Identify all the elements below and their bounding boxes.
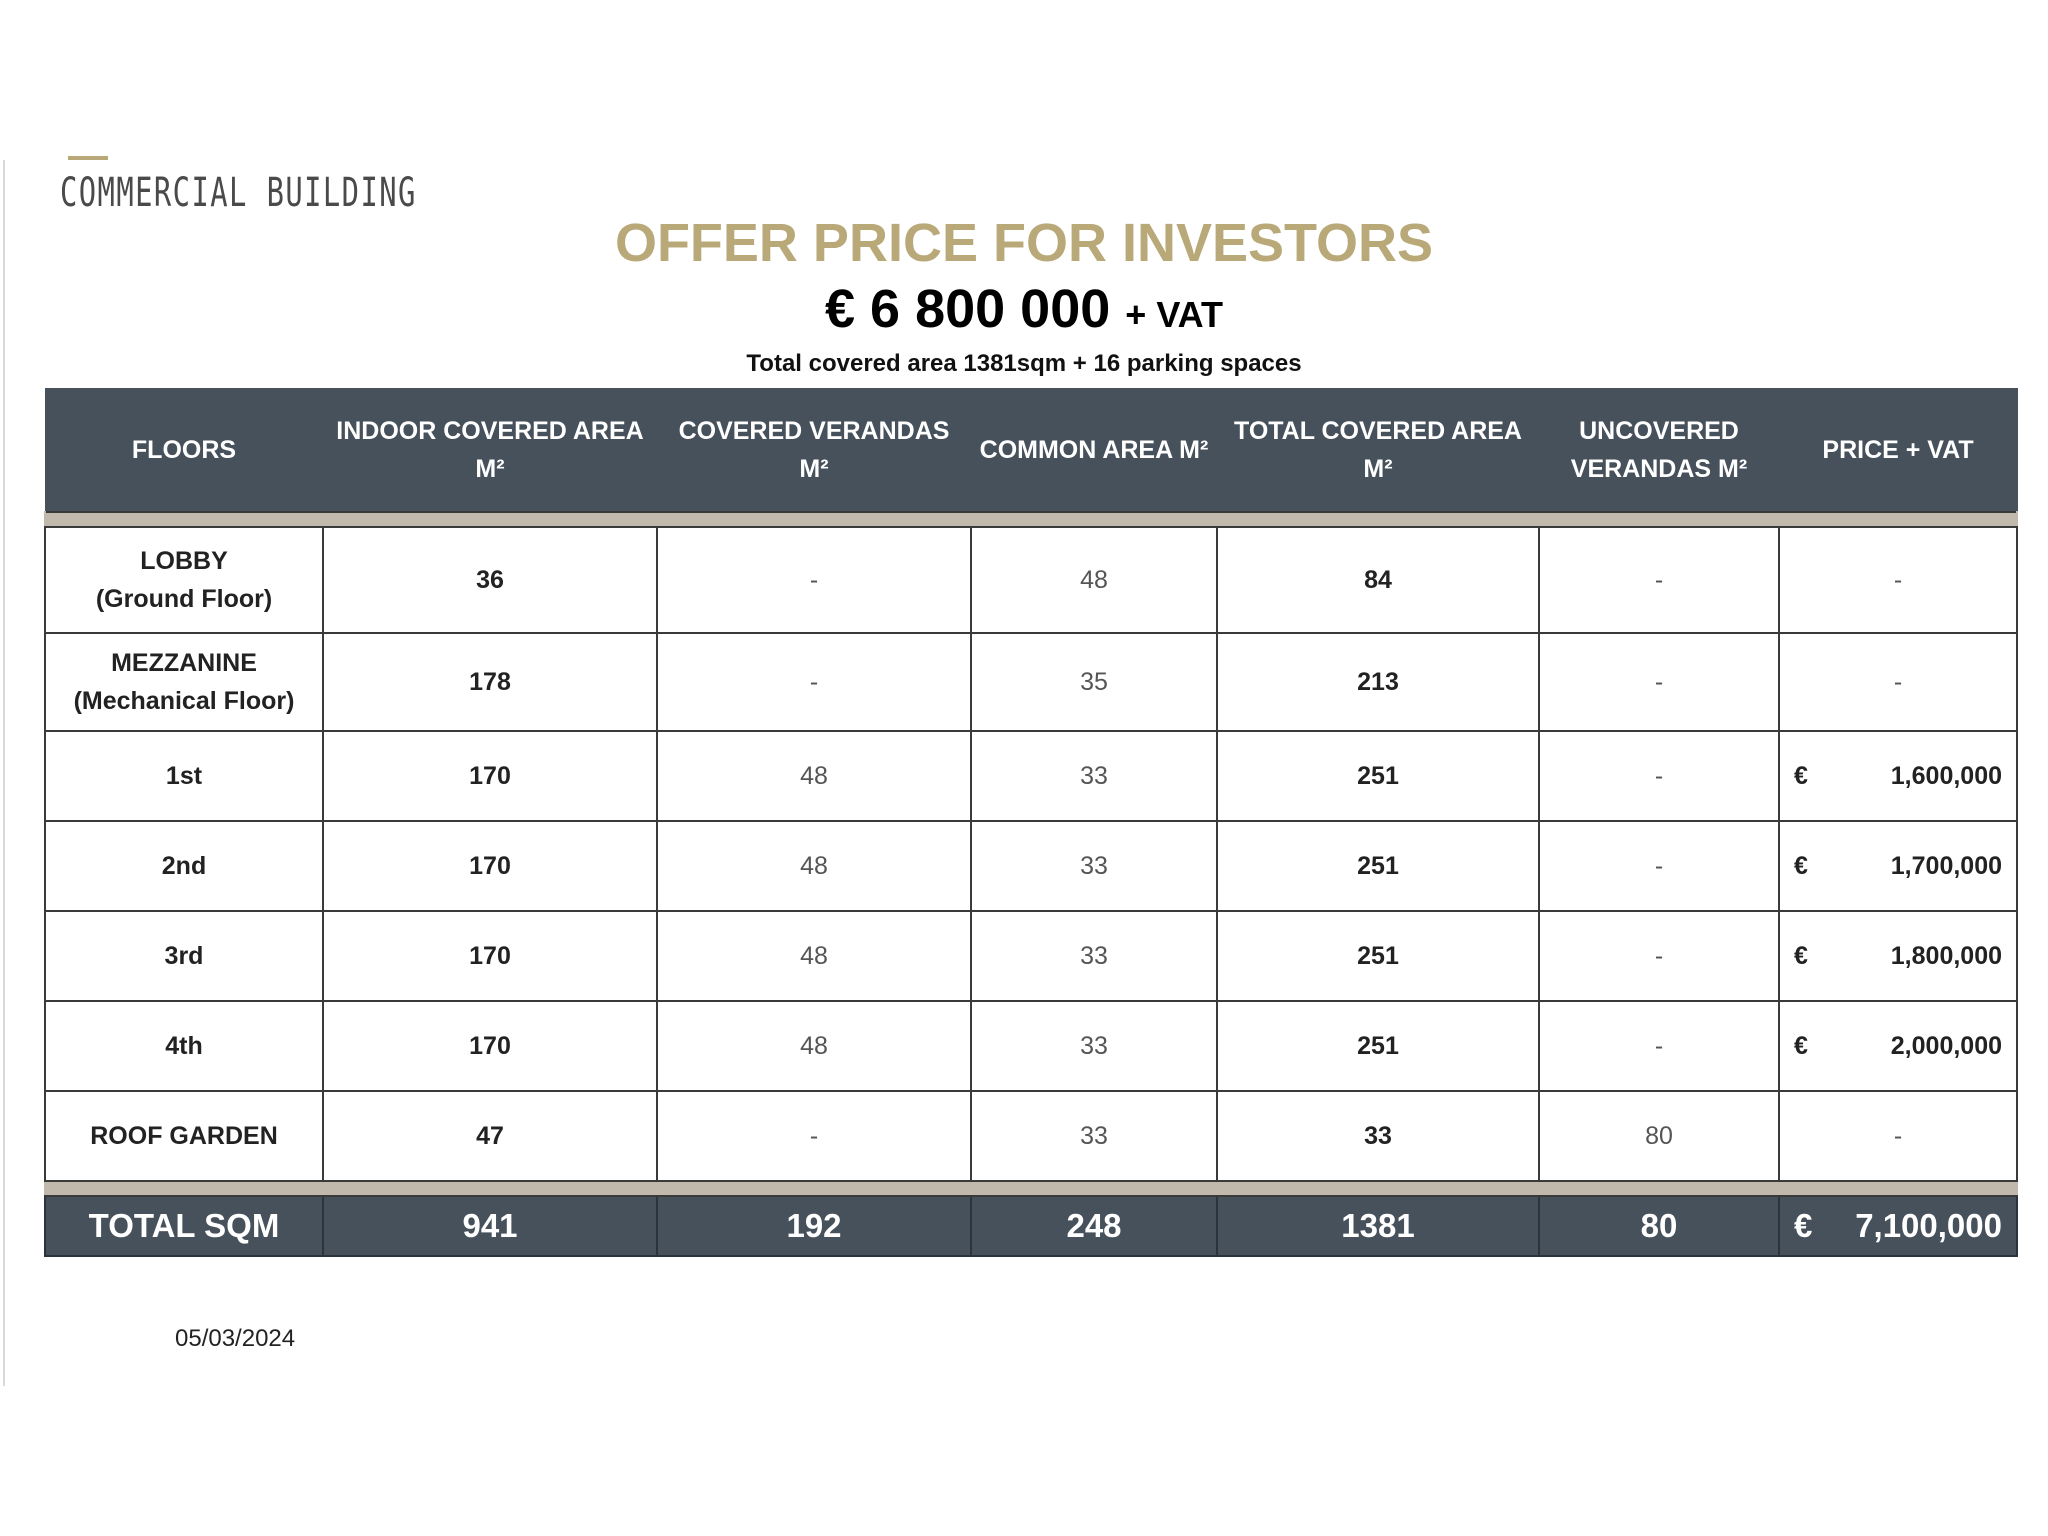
offer-price bbox=[0, 278, 2048, 340]
uncovered-verandas-cell: - bbox=[1539, 1001, 1779, 1091]
column-header-floors: FLOORS bbox=[45, 389, 323, 513]
total-common-cell: 248 bbox=[971, 1196, 1217, 1256]
covered-verandas-cell: 48 bbox=[657, 731, 971, 821]
total-covered-cell: 33 bbox=[1217, 1091, 1539, 1181]
uncovered-verandas-cell: - bbox=[1539, 731, 1779, 821]
table-row bbox=[45, 821, 2017, 911]
common-area-cell: 33 bbox=[971, 731, 1217, 821]
currency-symbol: € bbox=[1794, 941, 1808, 970]
floor-cell bbox=[45, 821, 323, 911]
column-header-common: COMMON AREA M² bbox=[971, 389, 1217, 513]
price-cell-content bbox=[1794, 762, 2002, 791]
price-cell-content bbox=[1794, 852, 2002, 881]
table-row bbox=[45, 911, 2017, 1001]
floor-cell bbox=[45, 731, 323, 821]
total-price-cell bbox=[1779, 1196, 2017, 1256]
floor-name: ROOF GARDEN bbox=[90, 1122, 278, 1150]
table-row bbox=[45, 633, 2017, 731]
table-row bbox=[45, 1091, 2017, 1181]
floor-cell bbox=[45, 633, 323, 731]
covered-verandas-cell: - bbox=[657, 1091, 971, 1181]
currency-symbol: € bbox=[1794, 761, 1808, 790]
uncovered-verandas-cell: 80 bbox=[1539, 1091, 1779, 1181]
floor-name: MEZZANINE bbox=[111, 649, 257, 677]
total-covered-cell: 251 bbox=[1217, 821, 1539, 911]
common-area-cell: 33 bbox=[971, 821, 1217, 911]
uncovered-verandas-cell: - bbox=[1539, 821, 1779, 911]
table-row bbox=[45, 1001, 2017, 1091]
column-header-verandas: COVERED VERANDAS M² bbox=[657, 389, 971, 513]
indoor-area-cell: 170 bbox=[323, 821, 657, 911]
price-cell: - bbox=[1779, 633, 2017, 731]
total-covered-cell: 1381 bbox=[1217, 1196, 1539, 1256]
common-area-cell: 35 bbox=[971, 633, 1217, 731]
price-cell-content bbox=[1794, 1207, 2002, 1245]
currency-symbol: € bbox=[1794, 1207, 1813, 1244]
left-margin-rule bbox=[3, 160, 5, 1386]
logo-text: COMMERCIAL BUILDING bbox=[60, 170, 417, 216]
total-covered-cell: 251 bbox=[1217, 911, 1539, 1001]
total-indoor-cell: 941 bbox=[323, 1196, 657, 1256]
indoor-area-cell: 170 bbox=[323, 1001, 657, 1091]
total-covered-cell: 251 bbox=[1217, 1001, 1539, 1091]
floor-cell bbox=[45, 911, 323, 1001]
table-header-row bbox=[45, 389, 2017, 513]
uncovered-verandas-cell: - bbox=[1539, 527, 1779, 633]
indoor-area-cell: 178 bbox=[323, 633, 657, 731]
separator-cell bbox=[45, 512, 2017, 527]
table-separator-band bbox=[45, 1181, 2017, 1196]
floor-subname: (Ground Floor) bbox=[95, 585, 273, 613]
floor-name: LOBBY bbox=[140, 547, 228, 575]
floor-area-table bbox=[44, 388, 2018, 1257]
floor-subname: (Mechanical Floor) bbox=[73, 687, 295, 715]
table-body bbox=[45, 512, 2017, 1256]
floor-name: 2nd bbox=[161, 852, 207, 880]
price-cell bbox=[1779, 1001, 2017, 1091]
column-header-indoor: INDOOR COVERED AREA M² bbox=[323, 389, 657, 513]
indoor-area-cell: 170 bbox=[323, 731, 657, 821]
floor-name: 1st bbox=[165, 762, 203, 790]
price-cell-content bbox=[1794, 942, 2002, 971]
total-uncovered-cell: 80 bbox=[1539, 1196, 1779, 1256]
column-header-price: PRICE + VAT bbox=[1779, 389, 2017, 513]
price-cell-content bbox=[1794, 1032, 2002, 1061]
uncovered-verandas-cell: - bbox=[1539, 911, 1779, 1001]
column-header-uncovered: UNCOVERED VERANDAS M² bbox=[1539, 389, 1779, 513]
offer-title: OFFER PRICE FOR INVESTORS bbox=[614, 213, 1434, 273]
currency-symbol: € bbox=[1794, 1031, 1808, 1060]
price-value: 1,800,000 bbox=[1890, 941, 2002, 970]
covered-verandas-cell: 48 bbox=[657, 911, 971, 1001]
floor-name: 4th bbox=[165, 1032, 203, 1060]
indoor-area-cell: 36 bbox=[323, 527, 657, 633]
price-cell: - bbox=[1779, 1091, 2017, 1181]
indoor-area-cell: 170 bbox=[323, 911, 657, 1001]
uncovered-verandas-cell: - bbox=[1539, 633, 1779, 731]
separator-cell bbox=[45, 1181, 2017, 1196]
total-covered-cell: 251 bbox=[1217, 731, 1539, 821]
totals-row bbox=[45, 1196, 2017, 1256]
offer-subtitle: Total covered area 1381sqm + 16 parking spaces bbox=[746, 350, 1302, 377]
table-separator-band bbox=[45, 512, 2017, 527]
floor-name: 3rd bbox=[164, 942, 204, 970]
offer-price-suffix: + VAT bbox=[1125, 294, 1223, 335]
floor-cell bbox=[45, 527, 323, 633]
offer-price-amount: € 6 800 000 bbox=[825, 279, 1111, 339]
total-covered-cell: 84 bbox=[1217, 527, 1539, 633]
price-cell bbox=[1779, 731, 2017, 821]
common-area-cell: 33 bbox=[971, 1091, 1217, 1181]
column-header-total: TOTAL COVERED AREA M² bbox=[1217, 389, 1539, 513]
table-row bbox=[45, 527, 2017, 633]
document-date: 05/03/2024 bbox=[175, 1325, 296, 1352]
total-covered-cell: 213 bbox=[1217, 633, 1539, 731]
indoor-area-cell: 47 bbox=[323, 1091, 657, 1181]
price-value: 2,000,000 bbox=[1890, 1031, 2002, 1060]
covered-verandas-cell: 48 bbox=[657, 821, 971, 911]
covered-verandas-cell: 48 bbox=[657, 1001, 971, 1091]
covered-verandas-cell: - bbox=[657, 527, 971, 633]
total-verandas-cell: 192 bbox=[657, 1196, 971, 1256]
price-cell bbox=[1779, 821, 2017, 911]
common-area-cell: 33 bbox=[971, 911, 1217, 1001]
price-value: 1,700,000 bbox=[1890, 851, 2002, 880]
floor-cell bbox=[45, 1001, 323, 1091]
logo-accent-bar bbox=[68, 156, 108, 160]
floor-cell bbox=[45, 1091, 323, 1181]
table-row bbox=[45, 731, 2017, 821]
common-area-cell: 33 bbox=[971, 1001, 1217, 1091]
currency-symbol: € bbox=[1794, 851, 1808, 880]
total-label-cell: TOTAL SQM bbox=[45, 1196, 323, 1256]
price-cell: - bbox=[1779, 527, 2017, 633]
common-area-cell: 48 bbox=[971, 527, 1217, 633]
price-value: 1,600,000 bbox=[1890, 761, 2002, 790]
price-cell bbox=[1779, 911, 2017, 1001]
covered-verandas-cell: - bbox=[657, 633, 971, 731]
price-value: 7,100,000 bbox=[1855, 1207, 2002, 1244]
